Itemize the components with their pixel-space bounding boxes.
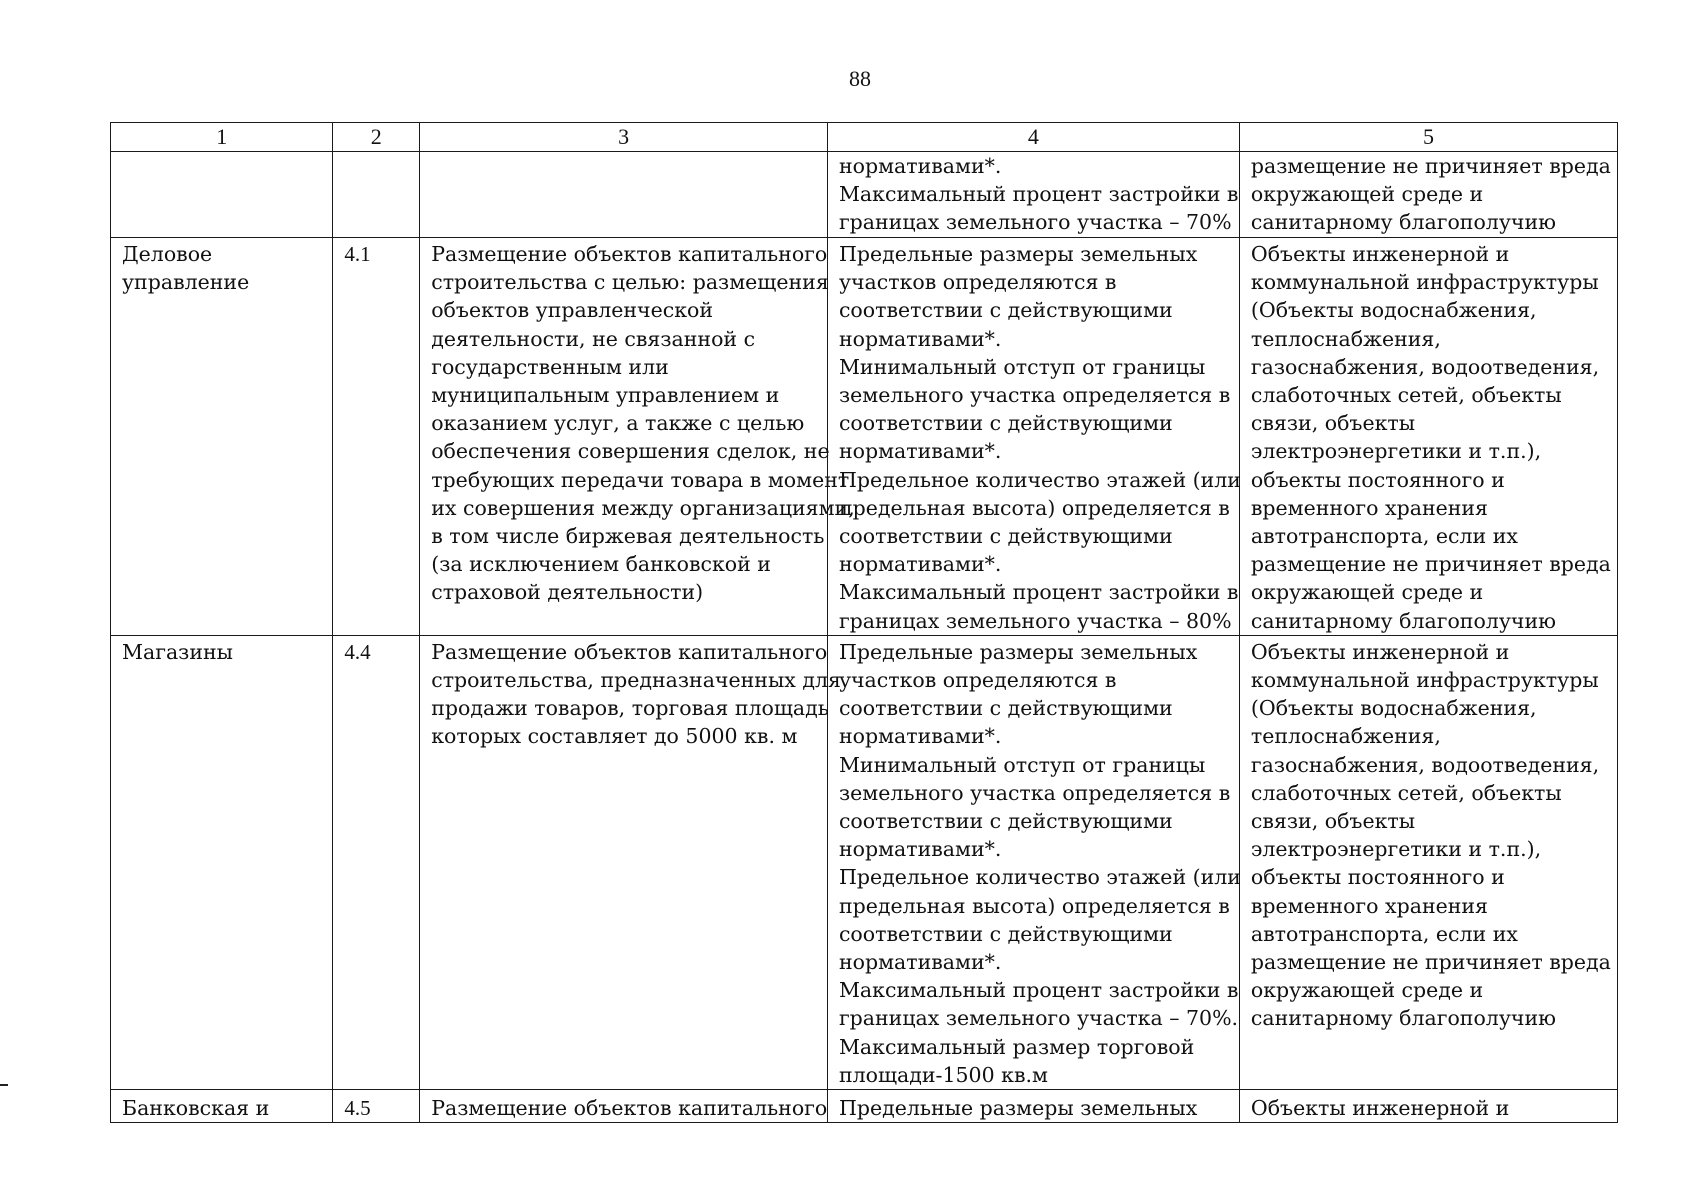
cell-text-line: санитарному благополучию	[1250, 210, 1556, 235]
cell-text-line: временного хранения	[1250, 893, 1488, 918]
cell-text-line: Размещение объектов капитального	[431, 1096, 828, 1121]
land-use-code-cell	[333, 635, 420, 1089]
cell-text-line: нормативами*.	[838, 552, 1002, 577]
cell-text-line: 4.5	[344, 1096, 371, 1121]
land-use-code-cell	[333, 1090, 420, 1123]
cell-text-line: строительства с целью: размещения	[431, 270, 829, 295]
land-parameters-cell	[827, 635, 1239, 1089]
cell-text-line: земельного участка определяется в	[838, 383, 1231, 408]
cell-text-line: размещение не причиняет вреда	[1250, 950, 1611, 975]
cell-text-line: страховой деятельности)	[431, 580, 704, 605]
land-use-name-cell	[111, 1090, 333, 1123]
cell-text-line: соответствии с действующими	[838, 696, 1173, 721]
cell-text-line: Объекты инженерной и	[1250, 1096, 1510, 1121]
cell-text-line: (Объекты водоснабжения,	[1250, 298, 1537, 323]
cell-text-line: Размещение объектов капитального	[431, 242, 828, 266]
cell-text-line: земельного участка определяется в	[838, 780, 1231, 805]
land-parameters-cell	[827, 238, 1239, 636]
cell-text-line: муниципальным управлением и	[431, 383, 780, 408]
cell-text-line: Магазины	[122, 639, 233, 664]
auxiliary-uses-cell	[1239, 635, 1617, 1089]
land-use-name-cell	[111, 635, 333, 1089]
cell-text-line: соответствии с действующими	[838, 298, 1173, 323]
cell-text-line: площади-1500 кв.м	[838, 1062, 1048, 1087]
land-use-description-cell	[420, 635, 841, 1089]
table-row	[111, 152, 1618, 238]
cell-text-line: объектов управленческой	[431, 298, 714, 323]
cell-text-line: участков определяются в	[838, 668, 1117, 693]
cell-text-line: электроэнергетики и т.п.),	[1250, 439, 1542, 464]
cell-text-line: окружающей среде и	[1250, 182, 1484, 207]
cell-text-line: нормативами*.	[838, 950, 1002, 975]
column-header-2: 2	[333, 123, 420, 152]
cell-text-line: Минимальный отступ от границы	[838, 354, 1206, 379]
cell-text-line: Предельные размеры земельных	[838, 242, 1198, 266]
cell-text-line: управление	[122, 270, 250, 295]
cell-text-line: нормативами*.	[838, 439, 1002, 464]
cell-text-line: нормативами*.	[838, 837, 1002, 862]
cell-text-line: автотранспорта, если их	[1250, 524, 1518, 549]
table-row	[111, 238, 1618, 636]
cell-text-line: 4.1	[344, 242, 371, 266]
auxiliary-uses-cell	[1239, 1090, 1617, 1123]
cell-text-line: санитарному благополучию	[1250, 608, 1556, 633]
cell-text-line: которых составляет до 5000 кв. м	[431, 724, 798, 749]
cell-text-line: объекты постоянного и	[1250, 865, 1505, 890]
land-use-description-cell	[420, 238, 855, 636]
cell-text-line: Деловое	[122, 242, 213, 266]
cell-text-line: Минимальный отступ от границы	[838, 752, 1206, 777]
cell-text-line: газоснабжения, водоотведения,	[1250, 752, 1600, 777]
cell-text-line: Предельные размеры земельных	[838, 639, 1198, 664]
cell-text-line: газоснабжения, водоотведения,	[1250, 354, 1600, 379]
cell-text-line: соответствии с действующими	[838, 921, 1173, 946]
cell-text-line: связи, объекты	[1250, 411, 1416, 436]
cell-text-line: в том числе биржевая деятельность	[431, 524, 825, 549]
cell-text-line: соответствии с действующими	[838, 809, 1173, 834]
column-header-1: 1	[111, 123, 333, 152]
land-parameters-cell	[827, 1090, 1239, 1123]
cell-text-line: автотранспорта, если их	[1250, 921, 1518, 946]
cell-text-line: теплоснабжения,	[1250, 326, 1441, 351]
scan-margin-mark	[0, 1084, 8, 1086]
cell-text-line: Объекты инженерной и	[1250, 242, 1510, 266]
cell-text-line: Объекты инженерной и	[1250, 639, 1510, 664]
cell-text-line: участков определяются в	[838, 270, 1117, 295]
cell-text-line: связи, объекты	[1250, 809, 1416, 834]
column-header-5: 5	[1239, 123, 1617, 152]
cell-text-line: Максимальный процент застройки в	[838, 978, 1239, 1003]
cell-text-line: обеспечения совершения сделок, не	[431, 439, 830, 464]
cell-text-line: продажи товаров, торговая площадь	[431, 696, 829, 721]
cell-text-line: Банковская и	[122, 1096, 270, 1121]
table-row	[111, 1090, 1618, 1123]
cell-text-line: (за исключением банковской и	[431, 552, 771, 577]
table-row	[111, 635, 1618, 1089]
cell-text-line: теплоснабжения,	[1250, 724, 1441, 749]
cell-text-line: Максимальный процент застройки в	[838, 182, 1239, 207]
cell-text-line: оказанием услуг, а также с целью	[431, 411, 805, 436]
cell-text-line: Максимальный процент застройки в	[838, 580, 1239, 605]
cell-text-line: соответствии с действующими	[838, 524, 1173, 549]
land-use-name-cell	[111, 152, 333, 238]
land-use-description-cell	[420, 1090, 828, 1123]
auxiliary-uses-cell	[1239, 152, 1617, 238]
land-use-code-cell	[333, 238, 420, 636]
cell-text-line: нормативами*.	[838, 154, 1002, 178]
cell-text-line: Предельное количество этажей (или	[838, 467, 1241, 492]
column-header-3: 3	[420, 123, 828, 152]
cell-text-line: их совершения между организациями,	[431, 495, 855, 520]
cell-text-line: (Объекты водоснабжения,	[1250, 696, 1537, 721]
cell-text-line: электроэнергетики и т.п.),	[1250, 837, 1542, 862]
cell-text-line: государственным или	[431, 354, 669, 379]
cell-text-line: Предельное количество этажей (или	[838, 865, 1241, 890]
cell-text-line: Максимальный размер торговой	[838, 1034, 1195, 1059]
land-parameters-cell	[827, 152, 1239, 238]
cell-text-line: размещение не причиняет вреда	[1250, 552, 1611, 577]
cell-text-line: Предельные размеры земельных	[838, 1096, 1198, 1121]
cell-text-line: нормативами*.	[838, 724, 1002, 749]
cell-text-line: деятельности, не связанной с	[431, 326, 756, 351]
cell-text-line: коммунальной инфраструктуры	[1250, 668, 1599, 693]
column-header-4: 4	[827, 123, 1239, 152]
cell-text-line: размещение не причиняет вреда	[1250, 154, 1611, 178]
cell-text-line: слаботочных сетей, объекты	[1250, 383, 1562, 408]
page-number: 88	[849, 66, 871, 91]
cell-text-line: нормативами*.	[838, 326, 1002, 351]
cell-text-line: окружающей среде и	[1250, 978, 1484, 1003]
land-use-name-cell	[111, 238, 333, 636]
cell-text-line: объекты постоянного и	[1250, 467, 1505, 492]
cell-text-line: предельная высота) определяется в	[838, 495, 1230, 520]
cell-text-line: временного хранения	[1250, 495, 1488, 520]
cell-text-line: санитарному благополучию	[1250, 1006, 1556, 1031]
land-use-code-cell	[333, 152, 420, 238]
cell-text-line: коммунальной инфраструктуры	[1250, 270, 1599, 295]
cell-text-line: окружающей среде и	[1250, 580, 1484, 605]
cell-text-line: соответствии с действующими	[838, 411, 1173, 436]
cell-text-line: границах земельного участка – 70%.	[838, 1006, 1239, 1031]
cell-text-line: Размещение объектов капитального	[431, 639, 828, 664]
cell-text-line: предельная высота) определяется в	[838, 893, 1230, 918]
zoning-table	[110, 122, 1618, 1123]
cell-text-line: требующих передачи товара в момент	[431, 467, 850, 492]
cell-text-line: границах земельного участка – 80%	[838, 608, 1232, 633]
table-header-row	[111, 123, 1618, 152]
auxiliary-uses-cell	[1239, 238, 1617, 636]
land-use-description-cell	[420, 152, 828, 238]
cell-text-line: границах земельного участка – 70%	[838, 210, 1232, 235]
cell-text-line: слаботочных сетей, объекты	[1250, 780, 1562, 805]
cell-text-line: 4.4	[344, 639, 371, 664]
cell-text-line: строительства, предназначенных для	[431, 668, 841, 693]
